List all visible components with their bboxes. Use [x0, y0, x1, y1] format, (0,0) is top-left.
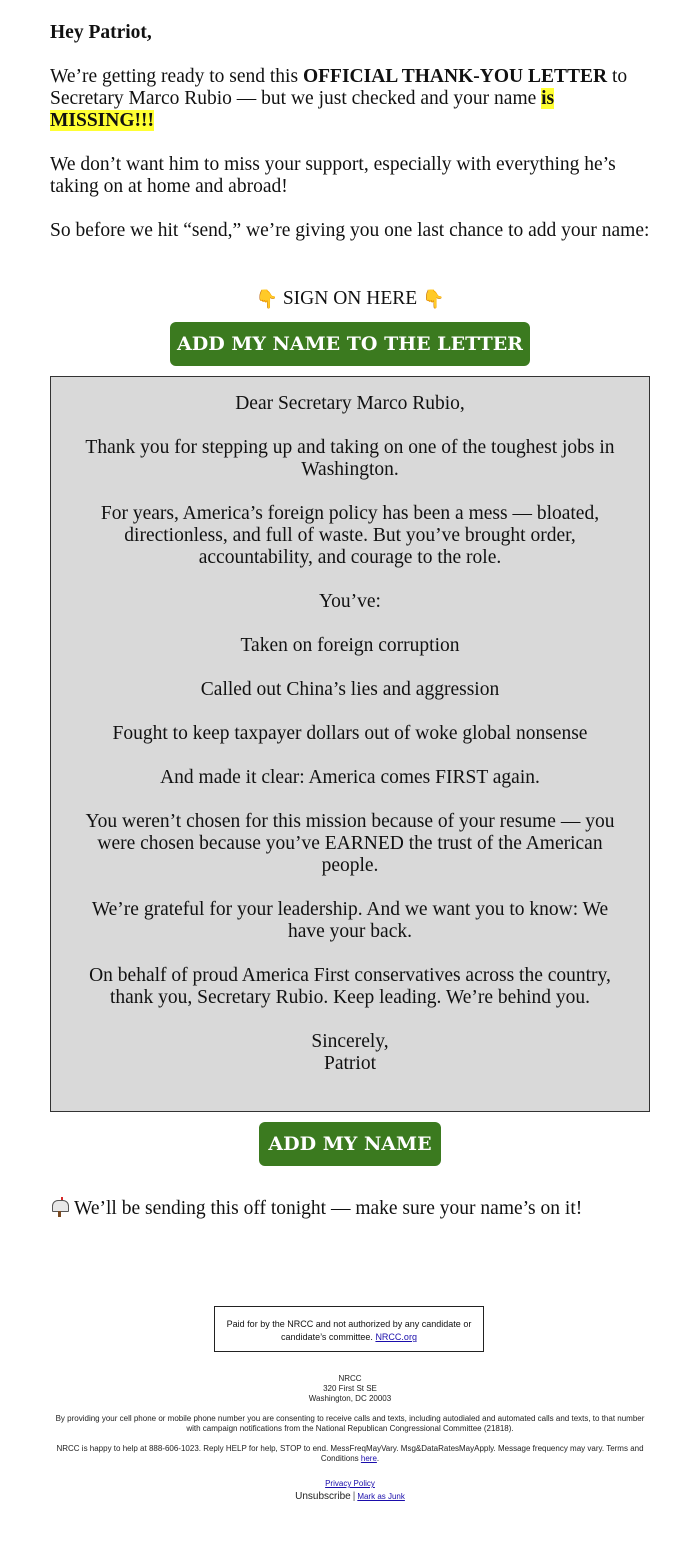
help-text: NRCC is happy to help at 888-606-1023. Reply HELP for help, STOP to end. MessFreqMayVary. Msg&DataRatesMayApply. Message frequency may vary. Terms and Conditions here.: [56, 1444, 644, 1463]
help-body: NRCC is happy to help at 888-606-1023. Reply HELP for help, STOP to end. MessFreqMayVary. Msg&DataRatesMayApply. Message frequency may vary. Terms and Conditions: [56, 1444, 644, 1463]
privacy-policy-link[interactable]: Privacy Policy: [325, 1479, 375, 1488]
support-paragraph: We don’t want him to miss your support, especially with everything he’s taking on at home and abroad!: [50, 154, 616, 197]
intro-text-2: to Secretary Marco Rubio — but we just checked and your name: [50, 66, 628, 109]
unsubscribe-row: [50, 1490, 650, 1504]
closing-line: [50, 1197, 670, 1221]
address-name: NRCC: [338, 1374, 362, 1383]
add-my-name-button[interactable]: ADD MY NAME: [259, 1122, 441, 1166]
letter-salutation: Dear Secretary Marco Rubio,: [235, 393, 465, 414]
letter-paragraph: You weren’t chosen for this mission because of your resume — you were chosen because you’ve EARNED the trust of the American people.: [85, 811, 615, 876]
mailbox-icon: [50, 1197, 70, 1217]
mark-as-junk-link[interactable]: Mark as Junk: [357, 1492, 405, 1501]
letter-paragraph: For years, America’s foreign policy has been a mess — bloated, directionless, and full of waste. But you’ve brought order, accountability, and courage to the role.: [100, 503, 600, 568]
letter-signature: Patriot: [324, 1053, 376, 1074]
privacy-row: [50, 1479, 650, 1489]
add-name-to-letter-button[interactable]: ADD MY NAME TO THE LETTER: [170, 322, 530, 366]
letter-signoff: Sincerely,: [311, 1031, 389, 1052]
letter-paragraph: You’ve:: [319, 591, 381, 612]
intro-text-1: We’re getting ready to send this: [50, 66, 303, 87]
letter-box: [50, 376, 650, 1112]
letter-paragraph: Thank you for stepping up and taking on one of the toughest jobs in Washington.: [85, 437, 615, 480]
nrcc-link[interactable]: NRCC.org: [375, 1332, 417, 1342]
last-chance-paragraph: So before we hit “send,” we’re giving you one last chance to add your name:: [50, 220, 650, 241]
paid-for-disclaimer: [214, 1306, 484, 1352]
address-city: Washington, DC 20003: [308, 1394, 392, 1403]
sign-on-heading: [0, 287, 700, 312]
letter-list-item: And made it clear: America comes FIRST again.: [160, 767, 540, 788]
letter-paragraph: On behalf of proud America First conservatives across the country, thank you, Secretary Rubio. Keep leading. We’re behind you.: [89, 965, 611, 1008]
letter-list-item: Called out China’s lies and aggression: [200, 679, 500, 700]
sign-on-label: SIGN ON HERE: [282, 288, 418, 309]
sms-consent-text: By providing your cell phone or mobile phone number you are consenting to receive calls and texts, including autodialed and automated calls and texts, to that number with campaign notifications from the National Republican Congressional Committee (21818).: [55, 1414, 645, 1433]
terms-link[interactable]: here: [360, 1454, 377, 1463]
disclaimer-text: Paid for by the NRCC and not authorized by any candidate or candidate’s committee.: [226, 1319, 472, 1342]
pointing-down-icon: 👇: [255, 289, 278, 310]
address-street: 320 First St SE: [323, 1384, 377, 1393]
letter-paragraph: We’re grateful for your leadership. And we want you to know: We have your back.: [91, 899, 609, 942]
pointing-down-icon: 👇: [422, 289, 445, 310]
intro-bold: OFFICIAL THANK-YOU LETTER: [302, 66, 608, 87]
email-body: [50, 22, 650, 242]
unsubscribe-link[interactable]: Unsubscribe: [295, 1491, 351, 1502]
separator: |: [352, 1491, 356, 1502]
letter-list-item: Fought to keep taxpayer dollars out of woke global nonsense: [112, 723, 588, 744]
letter-list-item: Taken on foreign corruption: [240, 635, 460, 656]
missing-highlight: is MISSING!!!: [50, 88, 555, 131]
closing-text: We’ll be sending this off tonight — make sure your name’s on it!: [74, 1198, 583, 1219]
intro-paragraph: [50, 66, 650, 132]
mailing-address: [50, 1374, 650, 1404]
greeting: Hey Patriot,: [50, 22, 152, 43]
